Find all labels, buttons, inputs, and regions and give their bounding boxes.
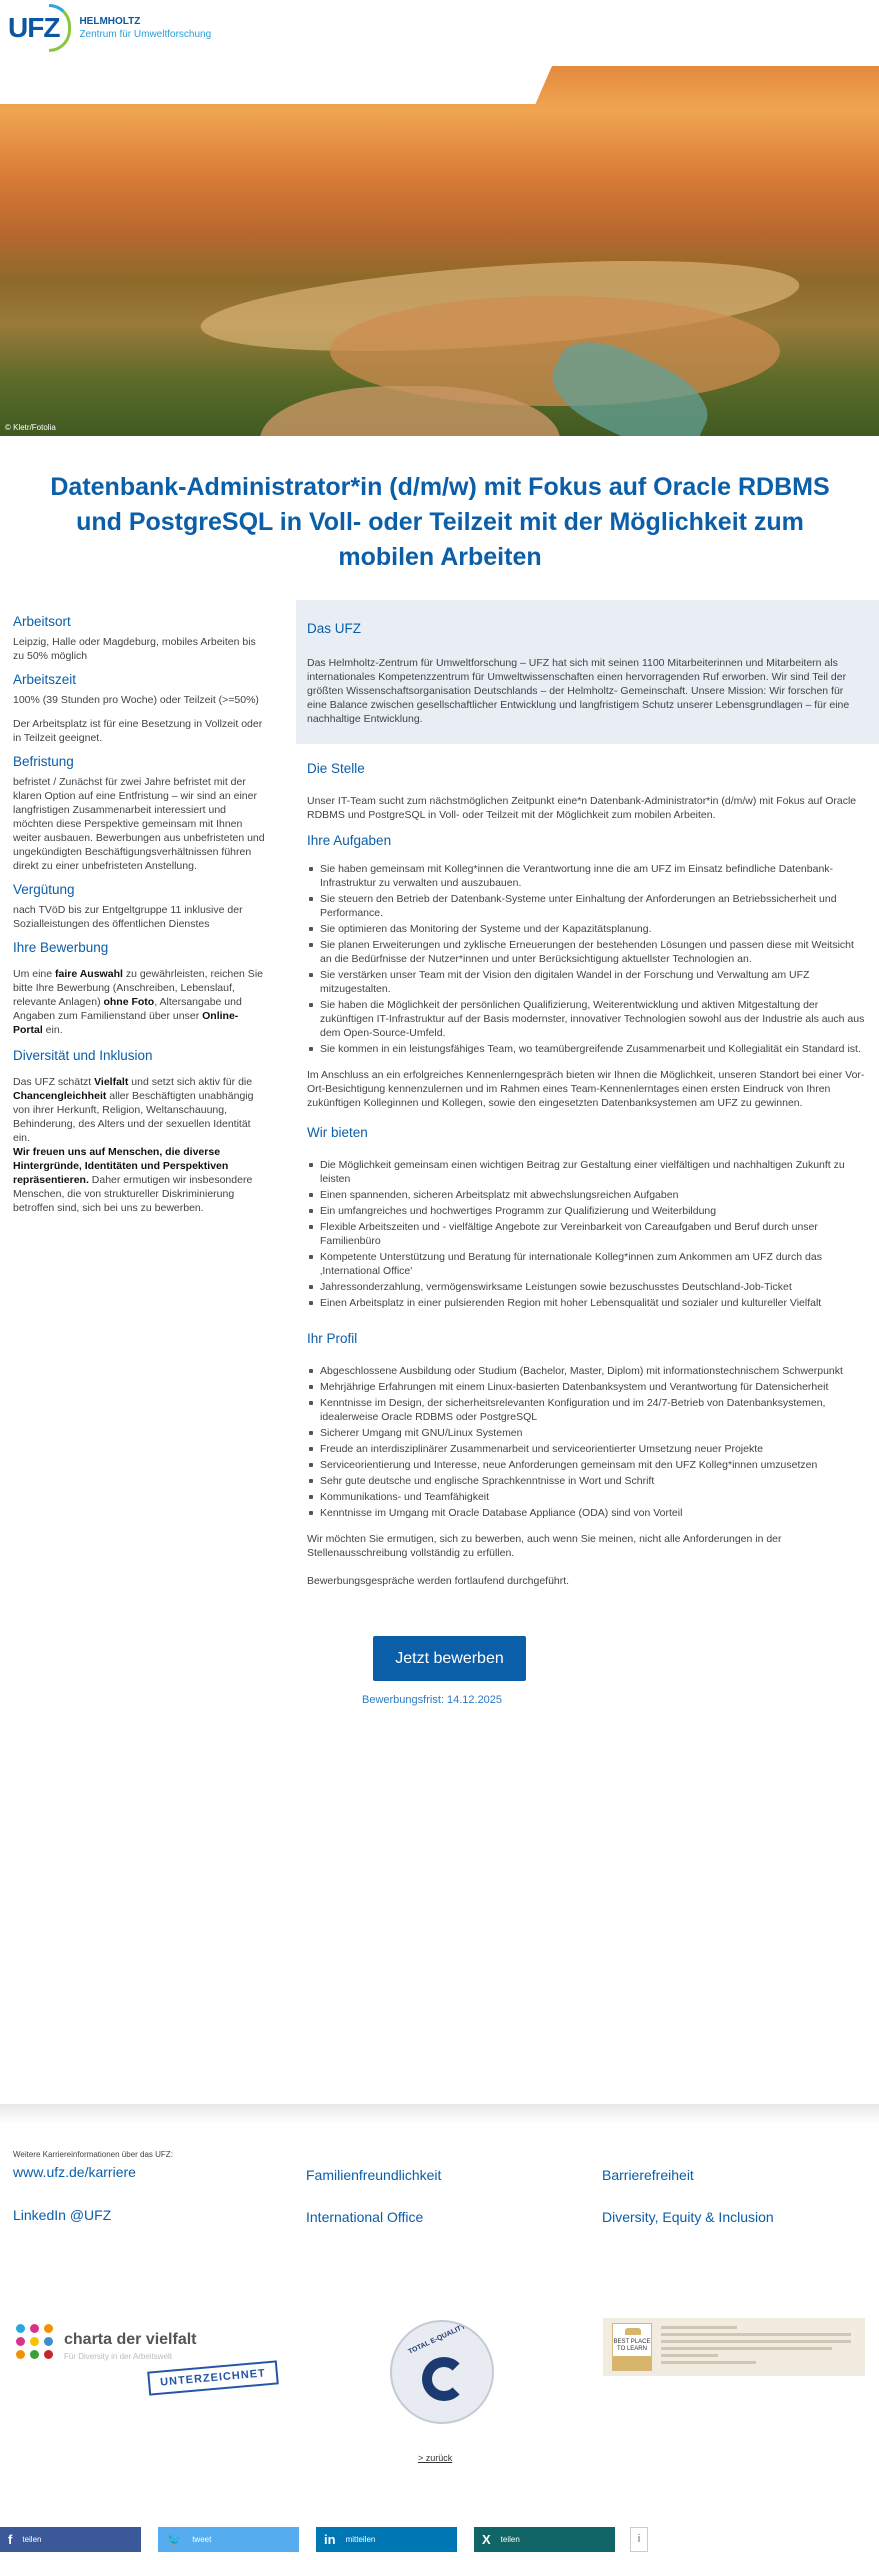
header-tab-cutout xyxy=(0,66,552,104)
heading-diversitaet: Diversität und Inklusion xyxy=(13,1048,153,1063)
link-linkedin[interactable]: LinkedIn @UFZ xyxy=(13,2207,112,2223)
heading-verguetung: Vergütung xyxy=(13,882,75,897)
heading-arbeitszeit: Arbeitszeit xyxy=(13,672,77,687)
share-twitter-button[interactable] xyxy=(158,2527,299,2552)
profil-item: Mehrjährige Erfahrungen mit einem Linux-basierten Datenbanksystem und Verantwortung für Datensicherheit xyxy=(307,1380,867,1394)
benefit-item: Kompetente Unterstützung und Beratung für internationale Kolleg*innen zum Ankommen am UFZ durch das ‚International Office' xyxy=(307,1250,867,1278)
share-label: tweet xyxy=(192,2535,212,2544)
text-bewerbung: Um eine faire Auswahl zu gewährleisten, reichen Sie bitte Ihre Bewerbung (Anschreiben, Lebenslauf, relevante Anlagen) ohne Foto, Altersangabe und Angaben zum Familienstand über unser Online-Portal ein. xyxy=(13,968,263,1036)
aufgabe-item: Sie verstärken unser Team mit der Vision den digitalen Wandel in der Forschung und Verwaltung am UFZ mitzugestalten. xyxy=(307,968,867,996)
heading-wir-bieten: Wir bieten xyxy=(307,1125,368,1140)
online-portal-link[interactable]: Online-Portal xyxy=(13,1010,239,1036)
link-diversity[interactable]: Diversity, Equity & Inclusion xyxy=(602,2209,774,2225)
linkedin-icon: in xyxy=(324,2532,336,2547)
profil-item: Sicherer Umgang mit GNU/Linux Systemen xyxy=(307,1426,867,1440)
badge-text-lines xyxy=(661,2326,851,2368)
logo-line-zentrum: Zentrum für Umweltforschung xyxy=(79,29,212,40)
back-link[interactable]: > zurück xyxy=(418,2453,453,2463)
text-arbeitszeit: 100% (39 Stunden pro Woche) oder Teilzeit (>=50%) xyxy=(13,694,259,706)
benefit-item: Einen Arbeitsplatz in einer pulsierenden Region mit hoher Lebensqualität und sozialer und kultureller Vielfalt xyxy=(307,1296,867,1310)
info-icon[interactable]: i xyxy=(630,2527,648,2552)
charta-dot xyxy=(30,2337,39,2346)
charta-der-vielfalt-logo xyxy=(16,2320,286,2390)
text-encourage: Wir möchten Sie ermutigen, sich zu bewerben, auch wenn Sie meinen, nicht alle Anforderungen in der Stellenausschreibung vollständig zu erfüllen. xyxy=(307,1533,782,1559)
profil-item: Serviceorientierung und Interesse, neue Anforderungen gemeinsam mit den UFZ Kolleg*innen umzusetzen xyxy=(307,1458,867,1472)
heading-profil: Ihr Profil xyxy=(307,1331,358,1346)
share-facebook-button[interactable] xyxy=(0,2527,141,2552)
link-barrierefreiheit[interactable]: Barrierefreiheit xyxy=(602,2167,694,2183)
profil-item: Kenntnisse im Design, der sicherheitsrelevanten Konfiguration und im 24/7-Betrieb von Datenbanksystemen, idealerweise Oracle RDBMS oder PostgreSQL xyxy=(307,1396,867,1424)
more-info-label: Weitere Karriereinformationen über das UFZ: xyxy=(13,2150,173,2159)
hero-image xyxy=(0,66,879,436)
charta-dot xyxy=(16,2337,25,2346)
seal-c-icon xyxy=(422,2357,466,2401)
application-deadline: Bewerbungsfrist: 14.12.2025 xyxy=(362,1694,503,1706)
profil-item: Abgeschlossene Ausbildung oder Studium (Bachelor, Master, Diplom) mit informationstechnischem Schwerpunkt xyxy=(307,1364,867,1378)
link-karriere[interactable]: www.ufz.de/karriere xyxy=(13,2164,136,2180)
seal-text: TOTAL E-QUALITY xyxy=(407,2323,467,2356)
profil-item: Freude an interdisziplinärer Zusammenarbeit und serviceorientierter Umsetzung neuer Projekte xyxy=(307,1442,867,1456)
main-content xyxy=(296,600,879,1707)
image-copyright: © Kletr/Fotolia xyxy=(5,423,56,432)
total-e-quality-seal xyxy=(390,2320,494,2424)
charta-dot xyxy=(16,2324,25,2333)
heading-aufgaben: Ihre Aufgaben xyxy=(307,833,392,848)
text-arbeitszeit-note: Der Arbeitsplatz ist für eine Besetzung in Vollzeit oder in Teilzeit geeignet. xyxy=(13,718,263,744)
twitter-icon: 🐦 xyxy=(166,2531,183,2547)
text-interviews: Bewerbungsgespräche werden fortlaufend durchgeführt. xyxy=(307,1575,570,1587)
charta-dot xyxy=(30,2324,39,2333)
share-label: teilen xyxy=(500,2535,520,2544)
text-arbeitsort: Leipzig, Halle oder Magdeburg, mobiles Arbeiten bis zu 50% möglich xyxy=(13,636,256,662)
ufz-logo[interactable] xyxy=(8,12,211,44)
heading-das-ufz: Das UFZ xyxy=(307,621,361,636)
best-place-logo: BEST PLACE TO LEARN xyxy=(612,2323,652,2371)
charta-subtitle: Für Diversity in der Arbeitswelt xyxy=(64,2352,173,2361)
aufgabe-item: Sie planen Erweiterungen und zyklische Erneuerungen der bestehenden Lösungen und passen diese mit Weitsicht an die Bedürfnisse der Nutzer*innen und unter Berücksichtigung aktuellster Technologien an. xyxy=(307,938,867,966)
text-diversitaet: Das UFZ schätzt Vielfalt und setzt sich aktiv für die Chancengleichheit aller Beschäftigten unabhängig von ihrer Herkunft, Religion, Weltanschauung, Behinderung, des Alters und der sexuellen Identität ein. Wir freuen uns auf Menschen, die diverse Hintergründe, Identitäten und Perspektiven repräsentieren. Daher ermutigen wir insbesondere Menschen, die von struktureller Diskriminierung betroffen sind, sich bei uns zu bewerben. xyxy=(13,1076,254,1214)
benefit-item: Einen spannenden, sicheren Arbeitsplatz mit abwechslungsreichen Aufgaben xyxy=(307,1188,867,1202)
heading-bewerbung: Ihre Bewerbung xyxy=(13,940,109,955)
text-das-ufz: Das Helmholtz-Zentrum für Umweltforschung – UFZ hat sich mit seinen 1100 Mitarbeiterinnen und Mitarbeitern als internationales Kompetenzzentrum für Umweltwissenschaften einen hervorragenden Ruf erworben. Wir sind Teil der größten Wissenschaftsorganisation Deutschlands – der Helmholtz- Gemeinschaft. Unsere Mission: Wir forschen für eine Balance zwischen gesellschaftlicher Entwicklung und langfristigem Schutz unserer Lebensgrundlagen – für eine nachhaltige Entwicklung. xyxy=(307,657,850,725)
heading-arbeitsort: Arbeitsort xyxy=(13,614,71,629)
site-header xyxy=(0,0,879,66)
logo-ufz-text: UFZ xyxy=(8,12,69,44)
apply-button[interactable]: Jetzt bewerben xyxy=(373,1636,526,1681)
sidebar-facts xyxy=(13,615,268,1225)
aufgabe-item: Sie steuern den Betrieb der Datenbank-Systeme unter Einhaltung der Anforderungen an Betriebssicherheit und Performance. xyxy=(307,892,867,920)
job-title: Datenbank-Administrator*in (d/m/w) mit Fokus auf Oracle RDBMS und PostgreSQL in Voll- oder Teilzeit mit der Möglichkeit zum mobilen Arbeiten xyxy=(50,473,830,571)
unterzeichnet-stamp: UNTERZEICHNET xyxy=(147,2360,279,2395)
share-xing-button[interactable] xyxy=(474,2527,615,2552)
list-aufgaben xyxy=(307,862,867,1056)
benefit-item: Flexible Arbeitszeiten und - vielfältige Angebote zur Vereinbarkeit von Careaufgaben und Beruf durch unser Familienbüro xyxy=(307,1220,867,1248)
profil-item: Sehr gute deutsche und englische Sprachkenntnisse in Wort und Schrift xyxy=(307,1474,867,1488)
charta-dot xyxy=(16,2350,25,2359)
heading-die-stelle: Die Stelle xyxy=(307,761,365,776)
benefit-item: Ein umfangreiches und hochwertiges Programm zur Qualifizierung und Weiterbildung xyxy=(307,1204,867,1218)
xing-icon: X xyxy=(482,2532,491,2547)
das-ufz-box xyxy=(296,600,879,744)
link-familienfreundlichkeit[interactable]: Familienfreundlichkeit xyxy=(306,2167,442,2183)
aufgabe-item: Sie haben gemeinsam mit Kolleg*innen die Verantwortung inne die am UFZ im Einsatz befindliche Datenbank-Infrastruktur zu verwalten und auszubauen. xyxy=(307,862,867,890)
heading-befristung: Befristung xyxy=(13,754,74,769)
charta-name: charta der vielfalt xyxy=(64,2331,197,2348)
share-label: mitteilen xyxy=(345,2535,376,2544)
logo-arc-icon xyxy=(49,4,71,52)
benefit-item: Die Möglichkeit gemeinsam einen wichtigen Beitrag zur Gestaltung einer vielfältigen und nachhaltigen Zukunft zu leisten xyxy=(307,1158,867,1186)
charta-dots-icon xyxy=(16,2324,54,2359)
charta-dot xyxy=(44,2350,53,2359)
share-linkedin-button[interactable] xyxy=(316,2527,457,2552)
text-aufgaben-after: Im Anschluss an ein erfolgreiches Kennenlerngespräch bieten wir Ihnen die Möglichkeit, unseren Standort bei einer Vor-Ort-Besichtigung kennenzulernen und im Rahmen eines Team-Kennenlerntages einen ersten Eindruck von Ihren zukünftigen Kolleginnen und Kollegen, sowie den eingesetzten Datenbanksystemen am UFZ zu gewinnen. xyxy=(307,1069,865,1109)
footer-divider xyxy=(0,2104,879,2124)
logo-line-helmholtz: HELMHOLTZ xyxy=(79,16,141,27)
best-place-to-learn-badge xyxy=(603,2318,865,2376)
share-label: teilen xyxy=(22,2535,42,2544)
charta-dot xyxy=(44,2337,53,2346)
profil-item: Kenntnisse im Umgang mit Oracle Database Appliance (ODA) sind von Vorteil xyxy=(307,1506,867,1520)
charta-dot xyxy=(30,2350,39,2359)
text-verguetung: nach TVöD bis zur Entgeltgruppe 11 inklusive der Sozialleistungen des öffentlichen Dienstes xyxy=(13,904,243,930)
benefit-item: Jahressonderzahlung, vermögenswirksame Leistungen sowie bezuschusstes Deutschland-Job-Ticket xyxy=(307,1280,867,1294)
profil-item: Kommunikations- und Teamfähigkeit xyxy=(307,1490,867,1504)
list-wir-bieten xyxy=(307,1158,867,1310)
aufgabe-item: Sie haben die Möglichkeit der persönlichen Qualifizierung, Weiterentwicklung und aktiven Mitgestaltung der zukünftigen IT-Infrastruktur auf der Basis modernster, innovativer Technologien sowohl aus der Industrie als auch aus dem Open-Source-Umfeld. xyxy=(307,998,867,1040)
aufgabe-item: Sie optimieren das Monitoring der Systeme und der Kapazitätsplanung. xyxy=(307,922,867,936)
list-profil xyxy=(307,1364,867,1520)
crown-icon xyxy=(625,2328,641,2335)
text-die-stelle: Unser IT-Team sucht zum nächstmöglichen Zeitpunkt eine*n Datenbank-Administrator*in (d/m/w) mit Fokus auf Oracle RDBMS und PostgreSQL in Voll- oder Teilzeit mit der Möglichkeit zum mobilen Arbeiten. xyxy=(307,795,857,821)
text-befristung: befristet / Zunächst für zwei Jahre befristet mit der klaren Option auf eine Entfristung – wir sind an einer langfristigen Zusammenarbeit interessiert und möchten diese Perspektive gemeinsam mit Ihnen weiter ausbauen. Bewerbungen aus unbefristeten und ungekündigten Beschäftigungsverhältnissen führen direkt zu einer unbefristeten Anstellung. xyxy=(13,776,265,872)
charta-dot xyxy=(44,2324,53,2333)
link-international-office[interactable]: International Office xyxy=(306,2209,424,2225)
facebook-icon: f xyxy=(8,2532,13,2547)
aufgabe-item: Sie kommen in ein leistungsfähiges Team, wo teamübergreifende Zusammenarbeit und Kollegialität ein Standard ist. xyxy=(307,1042,867,1056)
